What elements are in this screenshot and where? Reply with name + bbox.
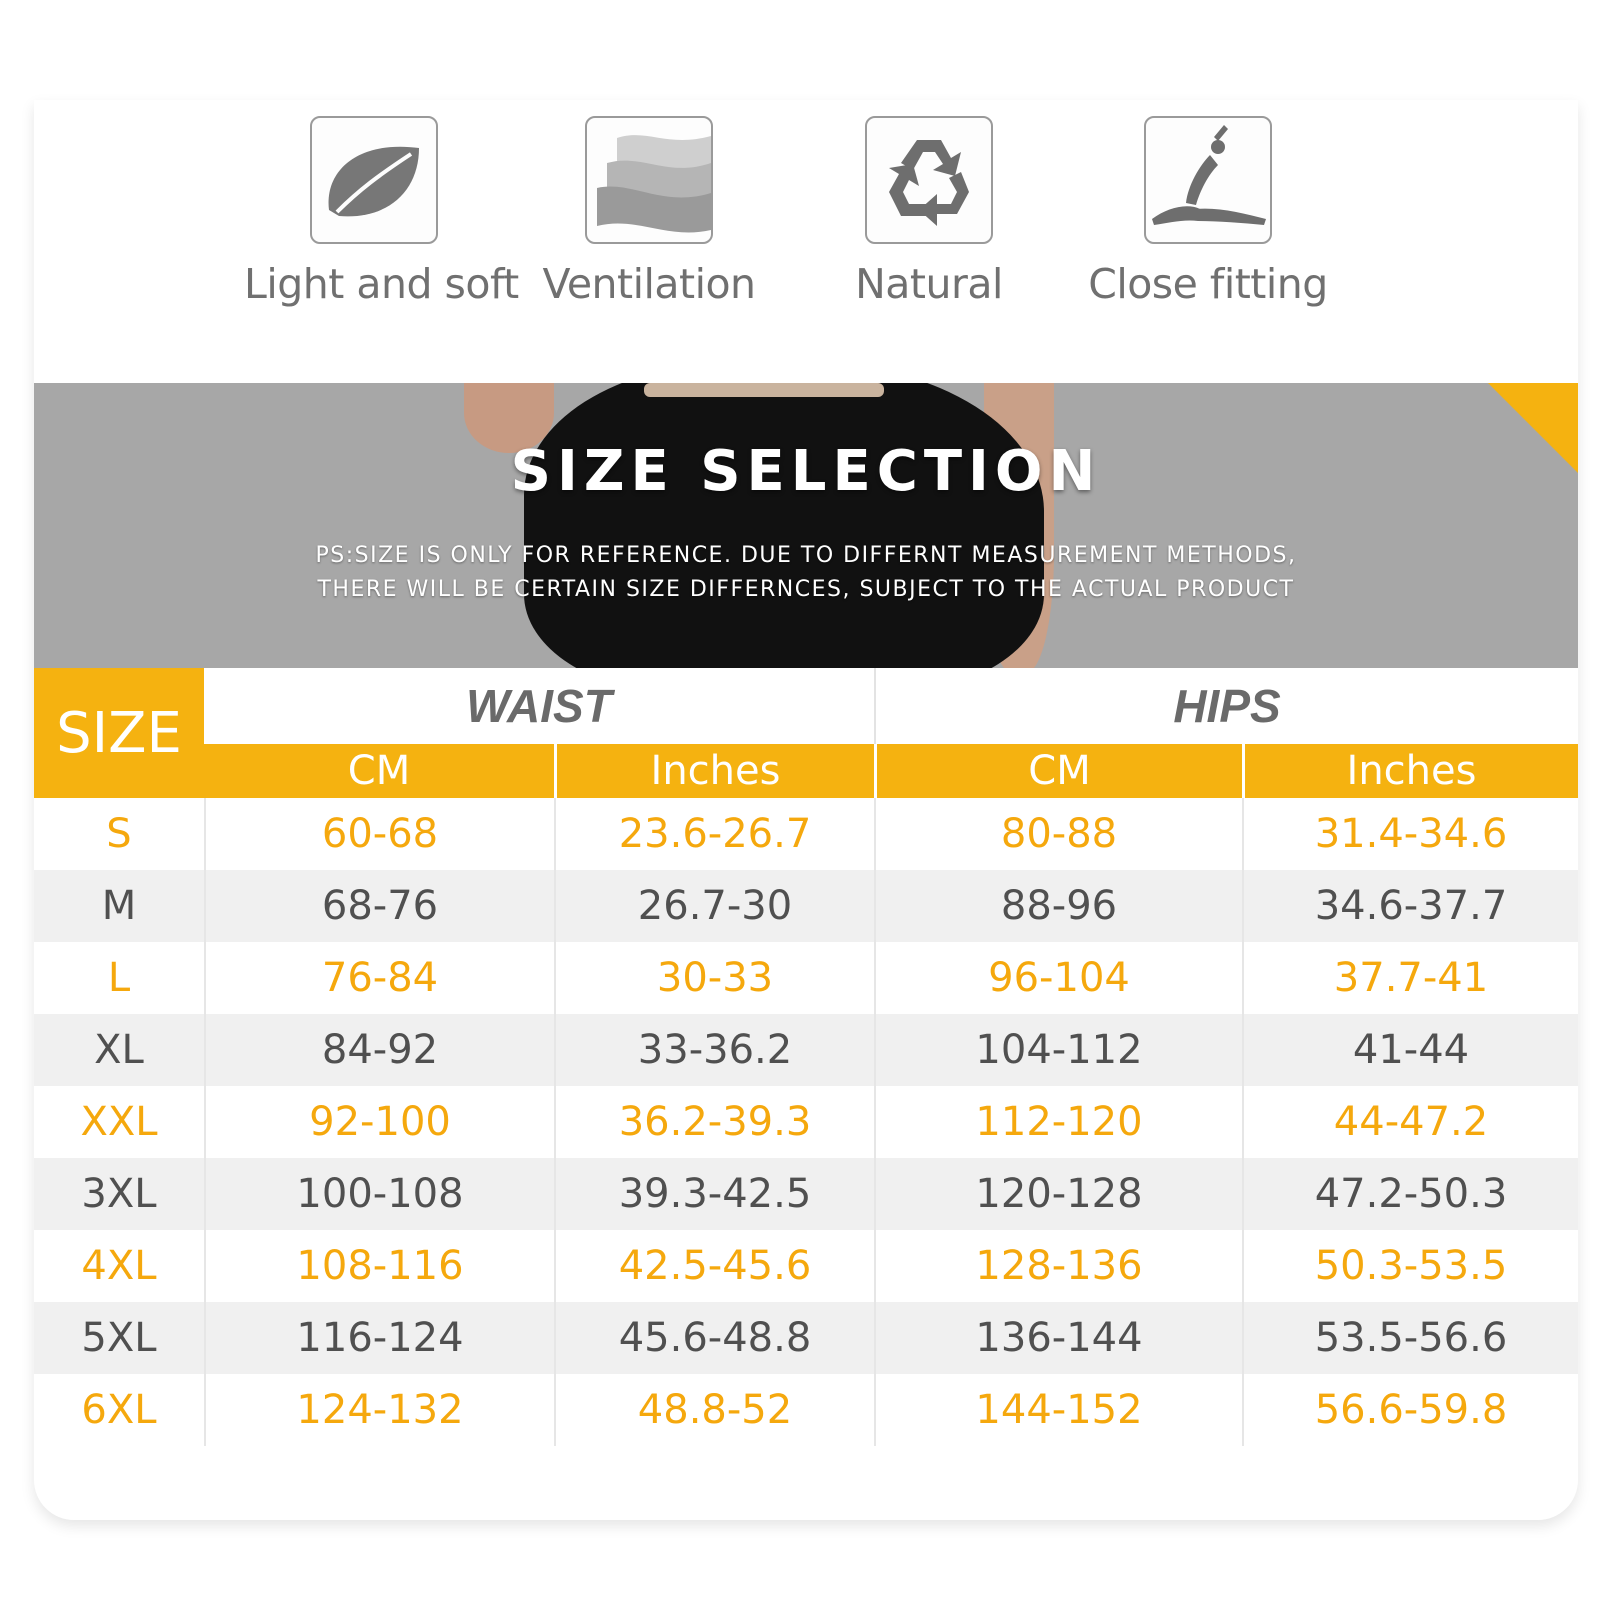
size-rows [34, 798, 1578, 1446]
size-cell: 3XL [81, 1171, 157, 1217]
waist-inches-cell: 33-36.2 [554, 1014, 874, 1086]
table-row [34, 1302, 1578, 1374]
hips-inches-cell: 44-47.2 [1242, 1086, 1578, 1158]
feature-label: Natural [855, 260, 1003, 308]
table-row [34, 1014, 1578, 1086]
waist-inches-cell: 45.6-48.8 [554, 1302, 874, 1374]
feature-natural [799, 116, 1059, 308]
table-row [34, 798, 1578, 870]
hips-inches-cell: 31.4-34.6 [1242, 798, 1578, 870]
hips-inches-cell: 53.5-56.6 [1242, 1302, 1578, 1374]
size-column-header: SIZE [34, 668, 204, 798]
table-row [34, 942, 1578, 1014]
size-cell: L [107, 955, 131, 1001]
size-cell: XXL [80, 1099, 158, 1145]
table-row [34, 1158, 1578, 1230]
waist-inches-cell: 48.8-52 [554, 1374, 874, 1446]
hips-inches-cell: 41-44 [1242, 1014, 1578, 1086]
feature-close-fitting [1078, 116, 1338, 308]
size-cell: 6XL [81, 1387, 157, 1433]
hips-group-header: HIPS [1173, 680, 1281, 732]
table-row [34, 1086, 1578, 1158]
hips-inches-cell: 56.6-59.8 [1242, 1374, 1578, 1446]
hips-cm-cell: 80-88 [874, 798, 1242, 870]
feature-ventilation [519, 116, 779, 308]
waist-group-header: WAIST [466, 680, 612, 732]
waves-icon [585, 116, 713, 244]
feature-label: Light and soft [244, 260, 519, 308]
table-row [34, 1230, 1578, 1302]
waist-cm-cell: 108-116 [204, 1230, 554, 1302]
hips-cm-cell: 88-96 [874, 870, 1242, 942]
model-shorts-photo [524, 383, 1044, 668]
hips-cm-cell: 104-112 [874, 1014, 1242, 1086]
hips-cm-cell: 112-120 [874, 1086, 1242, 1158]
size-cell: 4XL [81, 1243, 157, 1289]
size-cell: XL [94, 1027, 144, 1073]
banner-note-line: PS:SIZE IS ONLY FOR REFERENCE. DUE TO DIFFERNT MEASUREMENT METHODS, [315, 543, 1297, 568]
unit-header-row [204, 744, 1578, 798]
banner-note-line: THERE WILL BE CERTAIN SIZE DIFFERNCES, SUBJECT TO THE ACTUAL PRODUCT [317, 577, 1295, 602]
model-waistband [644, 383, 884, 397]
hips-inches-cell: 37.7-41 [1242, 942, 1578, 1014]
feature-label: Ventilation [542, 260, 756, 308]
waist-cm-cell: 60-68 [204, 798, 554, 870]
hips-cm-cell: 144-152 [874, 1374, 1242, 1446]
size-selection-banner [34, 383, 1578, 668]
size-chart-card [34, 100, 1578, 1520]
waist-inches-cell: 42.5-45.6 [554, 1230, 874, 1302]
waist-cm-cell: 116-124 [204, 1302, 554, 1374]
hips-inches-header: Inches [1242, 744, 1578, 798]
waist-inches-cell: 36.2-39.3 [554, 1086, 874, 1158]
feature-light-soft [244, 116, 519, 308]
hips-inches-cell: 50.3-53.5 [1242, 1230, 1578, 1302]
waist-cm-cell: 92-100 [204, 1086, 554, 1158]
table-row [34, 1374, 1578, 1446]
waist-cm-cell: 68-76 [204, 870, 554, 942]
waist-inches-cell: 23.6-26.7 [554, 798, 874, 870]
waist-cm-cell: 76-84 [204, 942, 554, 1014]
waist-inches-header: Inches [554, 744, 874, 798]
feature-list [34, 100, 1578, 380]
waist-cm-cell: 100-108 [204, 1158, 554, 1230]
waist-cm-cell: 124-132 [204, 1374, 554, 1446]
waist-cm-cell: 84-92 [204, 1014, 554, 1086]
hips-inches-cell: 34.6-37.7 [1242, 870, 1578, 942]
leaf-icon [310, 116, 438, 244]
hips-inches-cell: 47.2-50.3 [1242, 1158, 1578, 1230]
feature-label: Close fitting [1088, 260, 1328, 308]
hips-cm-cell: 128-136 [874, 1230, 1242, 1302]
hips-cm-cell: 96-104 [874, 942, 1242, 1014]
waist-inches-cell: 39.3-42.5 [554, 1158, 874, 1230]
banner-title: SIZE SELECTION [510, 439, 1102, 504]
recycle-icon [865, 116, 993, 244]
hips-cm-cell: 136-144 [874, 1302, 1242, 1374]
hips-cm-cell: 120-128 [874, 1158, 1242, 1230]
waist-cm-header: CM [347, 748, 411, 794]
waist-inches-cell: 30-33 [554, 942, 874, 1014]
stretch-figure-icon [1144, 116, 1272, 244]
table-row [34, 870, 1578, 942]
size-cell: 5XL [81, 1315, 157, 1361]
size-cell: S [106, 811, 132, 857]
hips-cm-header: CM [874, 744, 1242, 798]
waist-inches-cell: 26.7-30 [554, 870, 874, 942]
size-cell: M [101, 883, 137, 929]
